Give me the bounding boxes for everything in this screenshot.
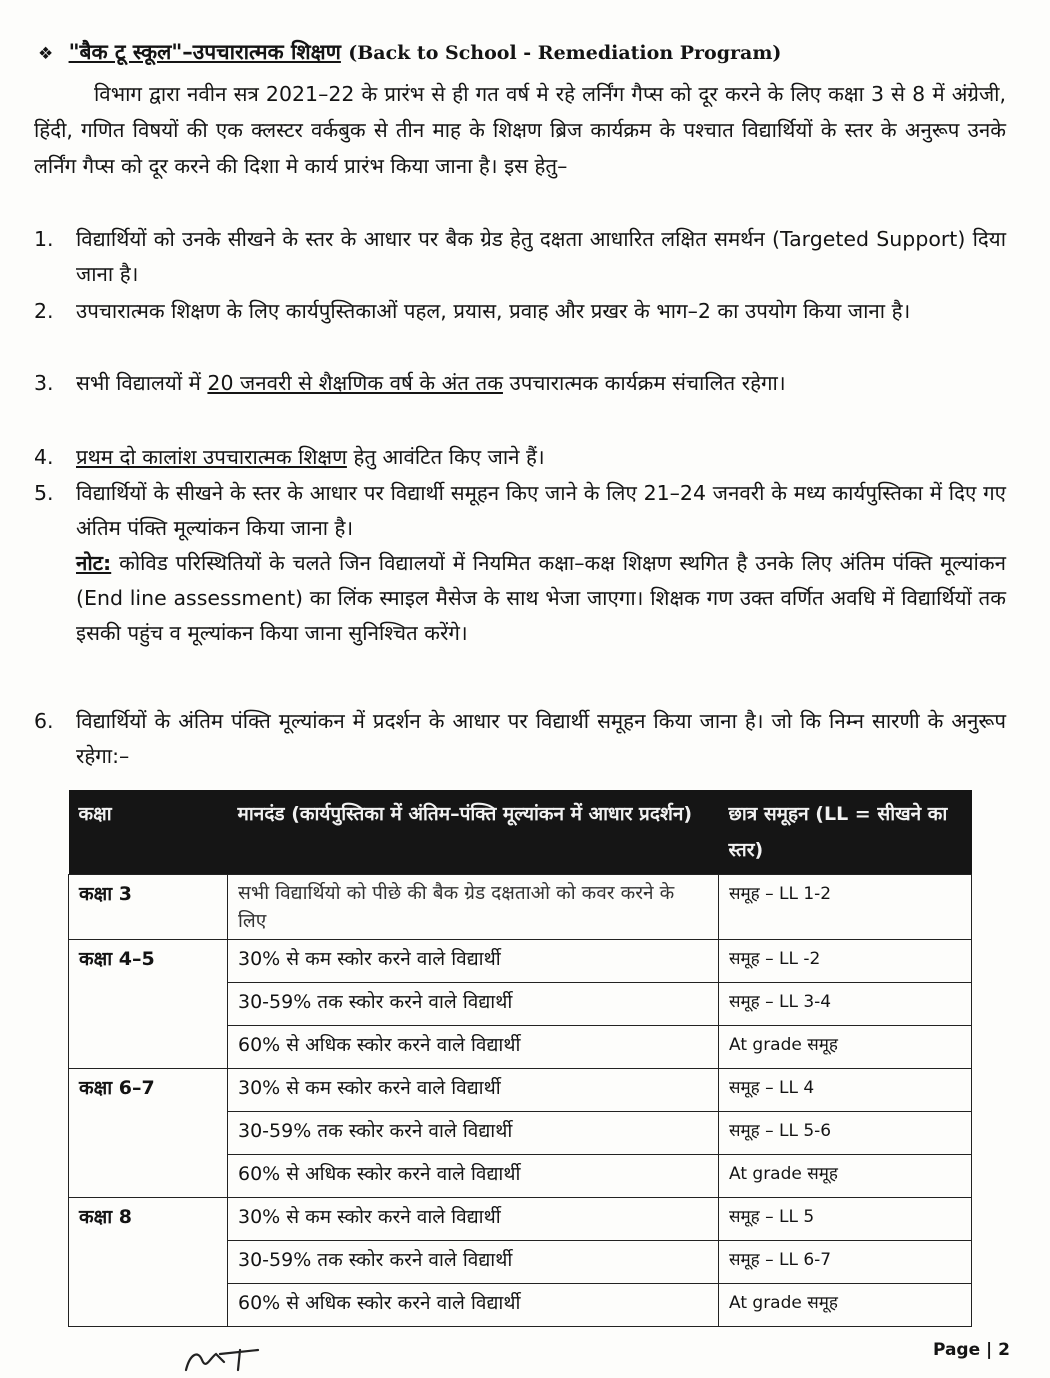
item-text: उपचारात्मक शिक्षण के लिए कार्यपुस्तिकाओं पहल, प्रयास, प्रवाह और प्रखर के भाग–2 का उपयोग किया जाना है। [76, 299, 911, 323]
table-header-row [69, 790, 972, 875]
cell-group: समूह – LL 6-7 [719, 1241, 972, 1284]
cell-class: कक्षा 6–7 [69, 1069, 228, 1198]
section-heading [38, 38, 1028, 66]
item-text: विद्यार्थियों के सीखने के स्तर के आधार पर विद्यार्थी समूहन किए जाने के लिए 21–24 जनवरी के मध्य कार्यपुस्तिका में दिए गए अंतिम पंक्ति मूल्यांकन किया जाना है। नोट: कोविड परिस्थितियों के चलते जिन विद्यालयों में नियमित कक्षा–कक्ष शिक्षण स्थगित है उनके लिए अंतिम पंक्ति मूल्यांकन (End line assessment) का लिंक स्माइल मैसेज के साथ भेजा जाएगा। शिक्षक गण उक्त वर्णित अवधि में विद्यार्थियों तक इसकी पहुंच व मूल्यांकन किया जाना सुनिश्चित करेंगे। [76, 481, 1006, 645]
cell-criteria: 30-59% तक स्कोर करने वाले विद्यार्थी [228, 1112, 719, 1155]
underlined-text: 20 जनवरी से शैक्षणिक वर्ष के अंत तक [207, 371, 503, 395]
cell-group: समूह – LL 3-4 [719, 983, 972, 1026]
item-text: विद्यार्थियों के अंतिम पंक्ति मूल्यांकन में प्रदर्शन के आधार पर विद्यार्थी समूहन किया जाना है। जो कि निम्न सारणी के अनुरूप रहेगा:– [76, 709, 1006, 768]
cell-group: At grade समूह [719, 1155, 972, 1198]
cell-criteria: 30% से कम स्कोर करने वाले विद्यार्थी [228, 940, 719, 983]
cell-criteria: 30-59% तक स्कोर करने वाले विद्यार्थी [228, 983, 719, 1026]
cell-group: समूह – LL 5 [719, 1198, 972, 1241]
heading-title-english: (Back to School - Remediation Program) [348, 42, 782, 64]
list-item-4 [34, 440, 1006, 475]
signature-mark [180, 1340, 280, 1376]
heading-title-hindi: "बैक टू स्कूल"–उपचारात्मक शिक्षण [68, 40, 341, 64]
grouping-table [68, 790, 972, 1327]
page-number: Page | 2 [932, 1340, 1010, 1360]
note-label: नोट: [76, 551, 112, 575]
list-item-1 [34, 222, 1006, 292]
header-group: छात्र समूहन (LL = सीखने का स्तर) [719, 790, 972, 875]
diamond-bullet-icon: ❖ [38, 44, 54, 64]
table-row [69, 875, 972, 940]
list-item-3 [34, 366, 1006, 401]
list-item-5 [34, 476, 1006, 651]
cell-group: समूह – LL 5-6 [719, 1112, 972, 1155]
table-row [69, 940, 972, 983]
cell-criteria: 60% से अधिक स्कोर करने वाले विद्यार्थी [228, 1026, 719, 1069]
cell-criteria: 60% से अधिक स्कोर करने वाले विद्यार्थी [228, 1155, 719, 1198]
intro-paragraph: विभाग द्वारा नवीन सत्र 2021–22 के प्रारंभ से ही गत वर्ष मे रहे लर्निंग गैप्स को दूर करने के लिए कक्षा 3 से 8 में अंग्रेजी, हिंदी, गणित विषयों की एक क्लस्टर वर्कबुक से तीन माह के शिक्षण ब्रिज कार्यक्रम के पश्चात विद्यार्थियों के स्तर के अनुरूप उनके लर्निंग गैप्स को दूर करने की दिशा मे कार्य प्रारंभ किया जाना है। इस हेतु– [34, 82, 1006, 178]
cell-criteria: 30% से कम स्कोर करने वाले विद्यार्थी [228, 1069, 719, 1112]
list-item-6 [34, 704, 1006, 774]
list-item-2 [34, 294, 1006, 329]
cell-group: समूह – LL -2 [719, 940, 972, 983]
cell-class: कक्षा 8 [69, 1198, 228, 1327]
cell-group: At grade समूह [719, 1026, 972, 1069]
item-number: 1. [34, 227, 54, 251]
item-number: 2. [34, 299, 54, 323]
item-text: सभी विद्यालयों में 20 जनवरी से शैक्षणिक वर्ष के अंत तक उपचारात्मक कार्यक्रम संचालित रहेगा। [76, 371, 786, 395]
cell-group: At grade समूह [719, 1284, 972, 1327]
item-text: प्रथम दो कालांश उपचारात्मक शिक्षण हेतु आवंटित किए जाने हैं। [76, 445, 545, 469]
cell-criteria: 30% से कम स्कोर करने वाले विद्यार्थी [228, 1198, 719, 1241]
cell-group: समूह – LL 1-2 [719, 875, 972, 940]
header-class: कक्षा [69, 790, 228, 875]
cell-criteria: 60% से अधिक स्कोर करने वाले विद्यार्थी [228, 1284, 719, 1327]
cell-criteria: सभी विद्यार्थियो को पीछे की बैक ग्रेड दक्षताओ को कवर करने के लिए [228, 875, 719, 940]
item-number: 5. [34, 481, 54, 505]
underlined-text: प्रथम दो कालांश उपचारात्मक शिक्षण [76, 445, 347, 469]
cell-class: कक्षा 3 [69, 875, 228, 940]
cell-criteria: 30-59% तक स्कोर करने वाले विद्यार्थी [228, 1241, 719, 1284]
note-text: कोविड परिस्थितियों के चलते जिन विद्यालयों में नियमित कक्षा–कक्ष शिक्षण स्थगित है उनके लिए अंतिम पंक्ति मूल्यांकन (End line assessment) का लिंक स्माइल मैसेज के साथ भेजा जाएगा। शिक्षक गण उक्त वर्णित अवधि में विद्यार्थियों तक इसकी पहुंच व मूल्यांकन किया जाना सुनिश्चित करेंगे। [76, 551, 1006, 645]
item-number: 4. [34, 445, 54, 469]
header-criteria: मानदंड (कार्यपुस्तिका में अंतिम–पंक्ति मूल्यांकन में आधार प्रदर्शन) [228, 790, 719, 875]
item-number: 3. [34, 371, 54, 395]
item-number: 6. [34, 709, 54, 733]
cell-class: कक्षा 4–5 [69, 940, 228, 1069]
table-row [69, 1069, 972, 1112]
item-text: विद्यार्थियों को उनके सीखने के स्तर के आधार पर बैक ग्रेड हेतु दक्षता आधारित लक्षित समर्थन (Targeted Support) दिया जाना है। [76, 227, 1006, 286]
table-row [69, 1198, 972, 1241]
cell-group: समूह – LL 4 [719, 1069, 972, 1112]
